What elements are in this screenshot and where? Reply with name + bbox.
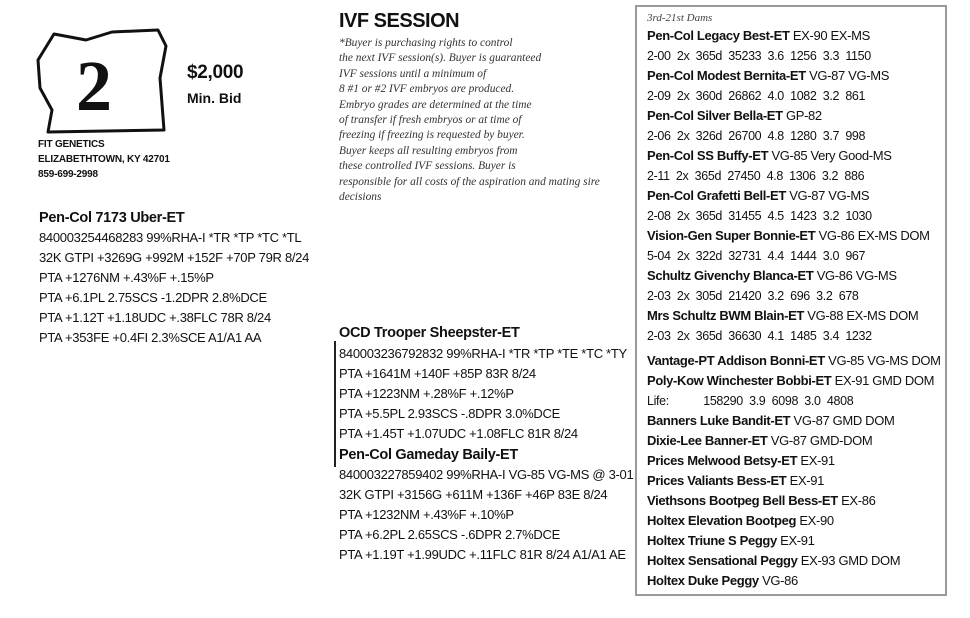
lot-number: 2 xyxy=(76,46,112,126)
dam-entry-classification: VG-85 Very Good-MS xyxy=(768,148,892,163)
dam-entry-classification: VG-86 EX-MS DOM xyxy=(815,228,930,243)
dam-entry xyxy=(647,531,941,551)
dam-entry xyxy=(647,351,941,371)
ivf-text-line: Embryo grades are determined at the time xyxy=(339,98,532,111)
dam-entry-classification: EX-91 xyxy=(776,533,815,548)
ivf-text-line: *Buyer is purchasing rights to control xyxy=(339,37,513,49)
dam-entry-classification: EX-91 GMD DOM xyxy=(831,373,935,388)
dam-line: 840003227859402 99%RHA-I VG-85 VG-MS @ 3-01 xyxy=(339,467,634,482)
consignor-block xyxy=(38,137,170,182)
ivf-text-line: freezing if freezing is requested by buyer. xyxy=(339,129,525,142)
dam-entry-name: Pen-Col Modest Bernita-ET xyxy=(647,68,806,83)
ivf-text-line: Buyer keeps all resulting embryos from xyxy=(339,144,518,157)
dam-entry-name: Schultz Givenchy Blanca-ET xyxy=(647,268,814,283)
dams-heading: 3rd-21st Dams xyxy=(647,12,713,24)
dam-entry xyxy=(647,551,941,571)
dam-entry-classification: VG-85 VG-MS DOM xyxy=(824,353,941,368)
dam-line: 32K GTPI +3156G +611M +136F +46P 83E 8/24 xyxy=(339,487,608,502)
dam-entry-classification: EX-93 GMD DOM xyxy=(797,553,901,568)
dam-entry-name: Prices Melwood Betsy-ET xyxy=(647,453,798,468)
dam-entry-classification: EX-91 xyxy=(797,453,835,468)
dam-entry-name: Holtex Triune S Peggy xyxy=(647,533,777,548)
dam-record xyxy=(647,166,941,186)
dam-record xyxy=(647,326,941,346)
dam-record xyxy=(647,206,941,226)
dam-entry-classification: VG-87 GMD DOM xyxy=(790,413,895,428)
dams-box xyxy=(635,5,947,596)
sire-line: PTA +353FE +0.4FI 2.3%SCE A1/A1 AA xyxy=(39,330,262,345)
dam-record xyxy=(647,46,941,66)
sire-line: 32K GTPI +3269G +992M +152F +70P 79R 8/24 xyxy=(39,250,310,265)
dam-entry xyxy=(647,451,941,471)
ivf-text-line: of transfer if fresh embryos or at time of xyxy=(339,114,522,127)
dam-record xyxy=(647,86,941,106)
dam-entry-classification: VG-87 VG-MS xyxy=(805,68,890,83)
dam-entry xyxy=(647,306,941,326)
dam-entry-name: Holtex Sensational Peggy xyxy=(647,553,798,568)
sire2-line: PTA +5.5PL 2.93SCS -.8DPR 3.0%DCE xyxy=(339,406,560,421)
dam-entry-classification: GP-82 xyxy=(782,108,822,123)
dam-entry xyxy=(647,66,941,86)
ivf-text-line: responsible for all costs of the aspiration and mating sire xyxy=(339,175,600,188)
sire-block xyxy=(39,208,309,348)
dam-line: PTA +1232NM +.43%F +.10%P xyxy=(339,507,514,522)
sire2-name: OCD Trooper Sheepster-ET xyxy=(339,325,520,341)
ivf-title: IVF SESSION xyxy=(339,10,460,32)
min-bid-price: $2,000 xyxy=(187,62,244,83)
dam-entry-name: Poly-Kow Winchester Bobbi-ET xyxy=(647,373,832,388)
sire2-block xyxy=(339,344,627,444)
sire2-line: 840003236792832 99%RHA-I *TR *TP *TE *TC *TY xyxy=(339,346,627,361)
dam-entry xyxy=(647,511,941,531)
dam-entry-name: Vision-Gen Super Bonnie-ET xyxy=(647,228,816,243)
dam-entry-classification: EX-91 xyxy=(786,473,825,488)
dam-record xyxy=(647,286,941,306)
dam-record-text: 2-09 2x 360d 26862 4.0 1082 3.2 861 xyxy=(647,89,866,103)
dam-entry xyxy=(647,186,941,206)
ivf-text-line: these controlled IVF sessions. Buyer is xyxy=(339,160,516,173)
dam-record xyxy=(647,126,941,146)
sire-line: 840003254468283 99%RHA-I *TR *TP *TC *TL xyxy=(39,230,302,245)
dam-entry-name: Pen-Col SS Buffy-ET xyxy=(647,148,769,163)
dam-name: Pen-Col Gameday Baily-ET xyxy=(339,447,518,463)
dam-entry-classification: VG-87 VG-MS xyxy=(785,188,870,203)
dam-line: PTA +6.2PL 2.65SCS -.6DPR 2.7%DCE xyxy=(339,527,560,542)
dam-entry xyxy=(647,431,941,451)
lot-badge xyxy=(28,26,168,138)
dam-entry xyxy=(647,106,941,126)
dam-entry-classification: EX-86 xyxy=(837,493,876,508)
dam-entry xyxy=(647,471,941,491)
dam-entry-classification: EX-90 xyxy=(796,513,834,528)
dam-entry xyxy=(647,26,941,46)
dams-list xyxy=(647,26,941,591)
dam-entry xyxy=(647,371,941,391)
dam-entry xyxy=(647,571,941,591)
consignor-phone: 859-699-2998 xyxy=(38,169,98,180)
dam-entry xyxy=(647,226,941,246)
dam-entry-name: Banners Luke Bandit-ET xyxy=(647,413,791,428)
sire-line: PTA +6.1PL 2.75SCS -1.2DPR 2.8%DCE xyxy=(39,290,267,305)
dam-entry-name: Vantage-PT Addison Bonni-ET xyxy=(647,353,825,368)
dam-entry xyxy=(647,266,941,286)
consignor-name: FIT GENETICS xyxy=(38,139,105,150)
dam-entry-classification: EX-90 EX-MS xyxy=(789,28,870,43)
sire2-line: PTA +1.45T +1.07UDC +1.08FLC 81R 8/24 xyxy=(339,426,578,441)
dam-record xyxy=(647,391,941,411)
dam-entry-classification: VG-86 xyxy=(758,573,798,588)
ivf-text-line: the next IVF session(s). Buyer is guaranteed xyxy=(339,52,542,65)
min-bid-label: Min. Bid xyxy=(187,90,242,106)
dam-entry xyxy=(647,411,941,431)
sire2-line: PTA +1641M +140F +85P 83R 8/24 xyxy=(339,366,536,381)
sire-name: Pen-Col 7173 Uber-ET xyxy=(39,210,185,226)
dam-record-text: 2-00 2x 365d 35233 3.6 1256 3.3 1150 xyxy=(647,49,871,63)
ivf-block xyxy=(339,10,600,205)
dam-record-text: 2-03 2x 305d 21420 3.2 696 3.2 678 xyxy=(647,289,859,303)
ivf-text-line: IVF sessions until a minimum of xyxy=(339,67,487,80)
dam-entry-name: Mrs Schultz BWM Blain-ET xyxy=(647,308,804,323)
ivf-text-line: 8 #1 or #2 IVF embryos are produced. xyxy=(339,83,515,96)
dam-entry-name: Holtex Duke Peggy xyxy=(647,573,759,588)
sire-line: PTA +1276NM +.43%F +.15%P xyxy=(39,270,214,285)
dam-record-text: 2-06 2x 326d 26700 4.8 1280 3.7 998 xyxy=(647,129,866,143)
dam-entry-name: Holtex Elevation Bootpeg xyxy=(647,513,797,528)
dam-entry-name: Viethsons Bootpeg Bell Bess-ET xyxy=(647,493,838,508)
dam-entry-name: Pen-Col Grafetti Bell-ET xyxy=(647,188,786,203)
dam-block xyxy=(339,445,633,565)
dam-entry xyxy=(647,146,941,166)
dam-entry-name: Pen-Col Silver Bella-ET xyxy=(647,108,783,123)
consignor-city: ELIZABETHTOWN, KY 42701 xyxy=(38,154,170,165)
dam-entry-classification: VG-86 VG-MS xyxy=(813,268,897,283)
ivf-text-line: decisions xyxy=(339,191,382,204)
sire-line: PTA +1.12T +1.18UDC +.38FLC 78R 8/24 xyxy=(39,310,271,325)
dam-record-text: 2-08 2x 365d 31455 4.5 1423 3.2 1030 xyxy=(647,209,872,223)
dam-record-text: 5-04 2x 322d 32731 4.4 1444 3.0 967 xyxy=(647,249,866,263)
dam-entry xyxy=(647,491,941,511)
dam-entry-classification: VG-87 GMD-DOM xyxy=(767,433,873,448)
dam-entry-name: Prices Valiants Bess-ET xyxy=(647,473,787,488)
dam-record-text: 2-03 2x 365d 36630 4.1 1485 3.4 1232 xyxy=(647,329,872,343)
dam-record-text: Life: 158290 3.9 6098 3.0 4808 xyxy=(647,394,854,408)
dam-entry-name: Pen-Col Legacy Best-ET xyxy=(647,28,790,43)
dam-record xyxy=(647,246,941,266)
dam-entry-classification: VG-88 EX-MS DOM xyxy=(804,308,919,323)
dam-record-text: 2-11 2x 365d 27450 4.8 1306 3.2 886 xyxy=(647,169,865,183)
dam-entry-name: Dixie-Lee Banner-ET xyxy=(647,433,768,448)
dam-line: PTA +1.19T +1.99UDC +.11FLC 81R 8/24 A1/A1 AE xyxy=(339,547,626,562)
lineage-bar xyxy=(334,341,336,467)
sire2-line: PTA +1223NM +.28%F +.12%P xyxy=(339,386,514,401)
